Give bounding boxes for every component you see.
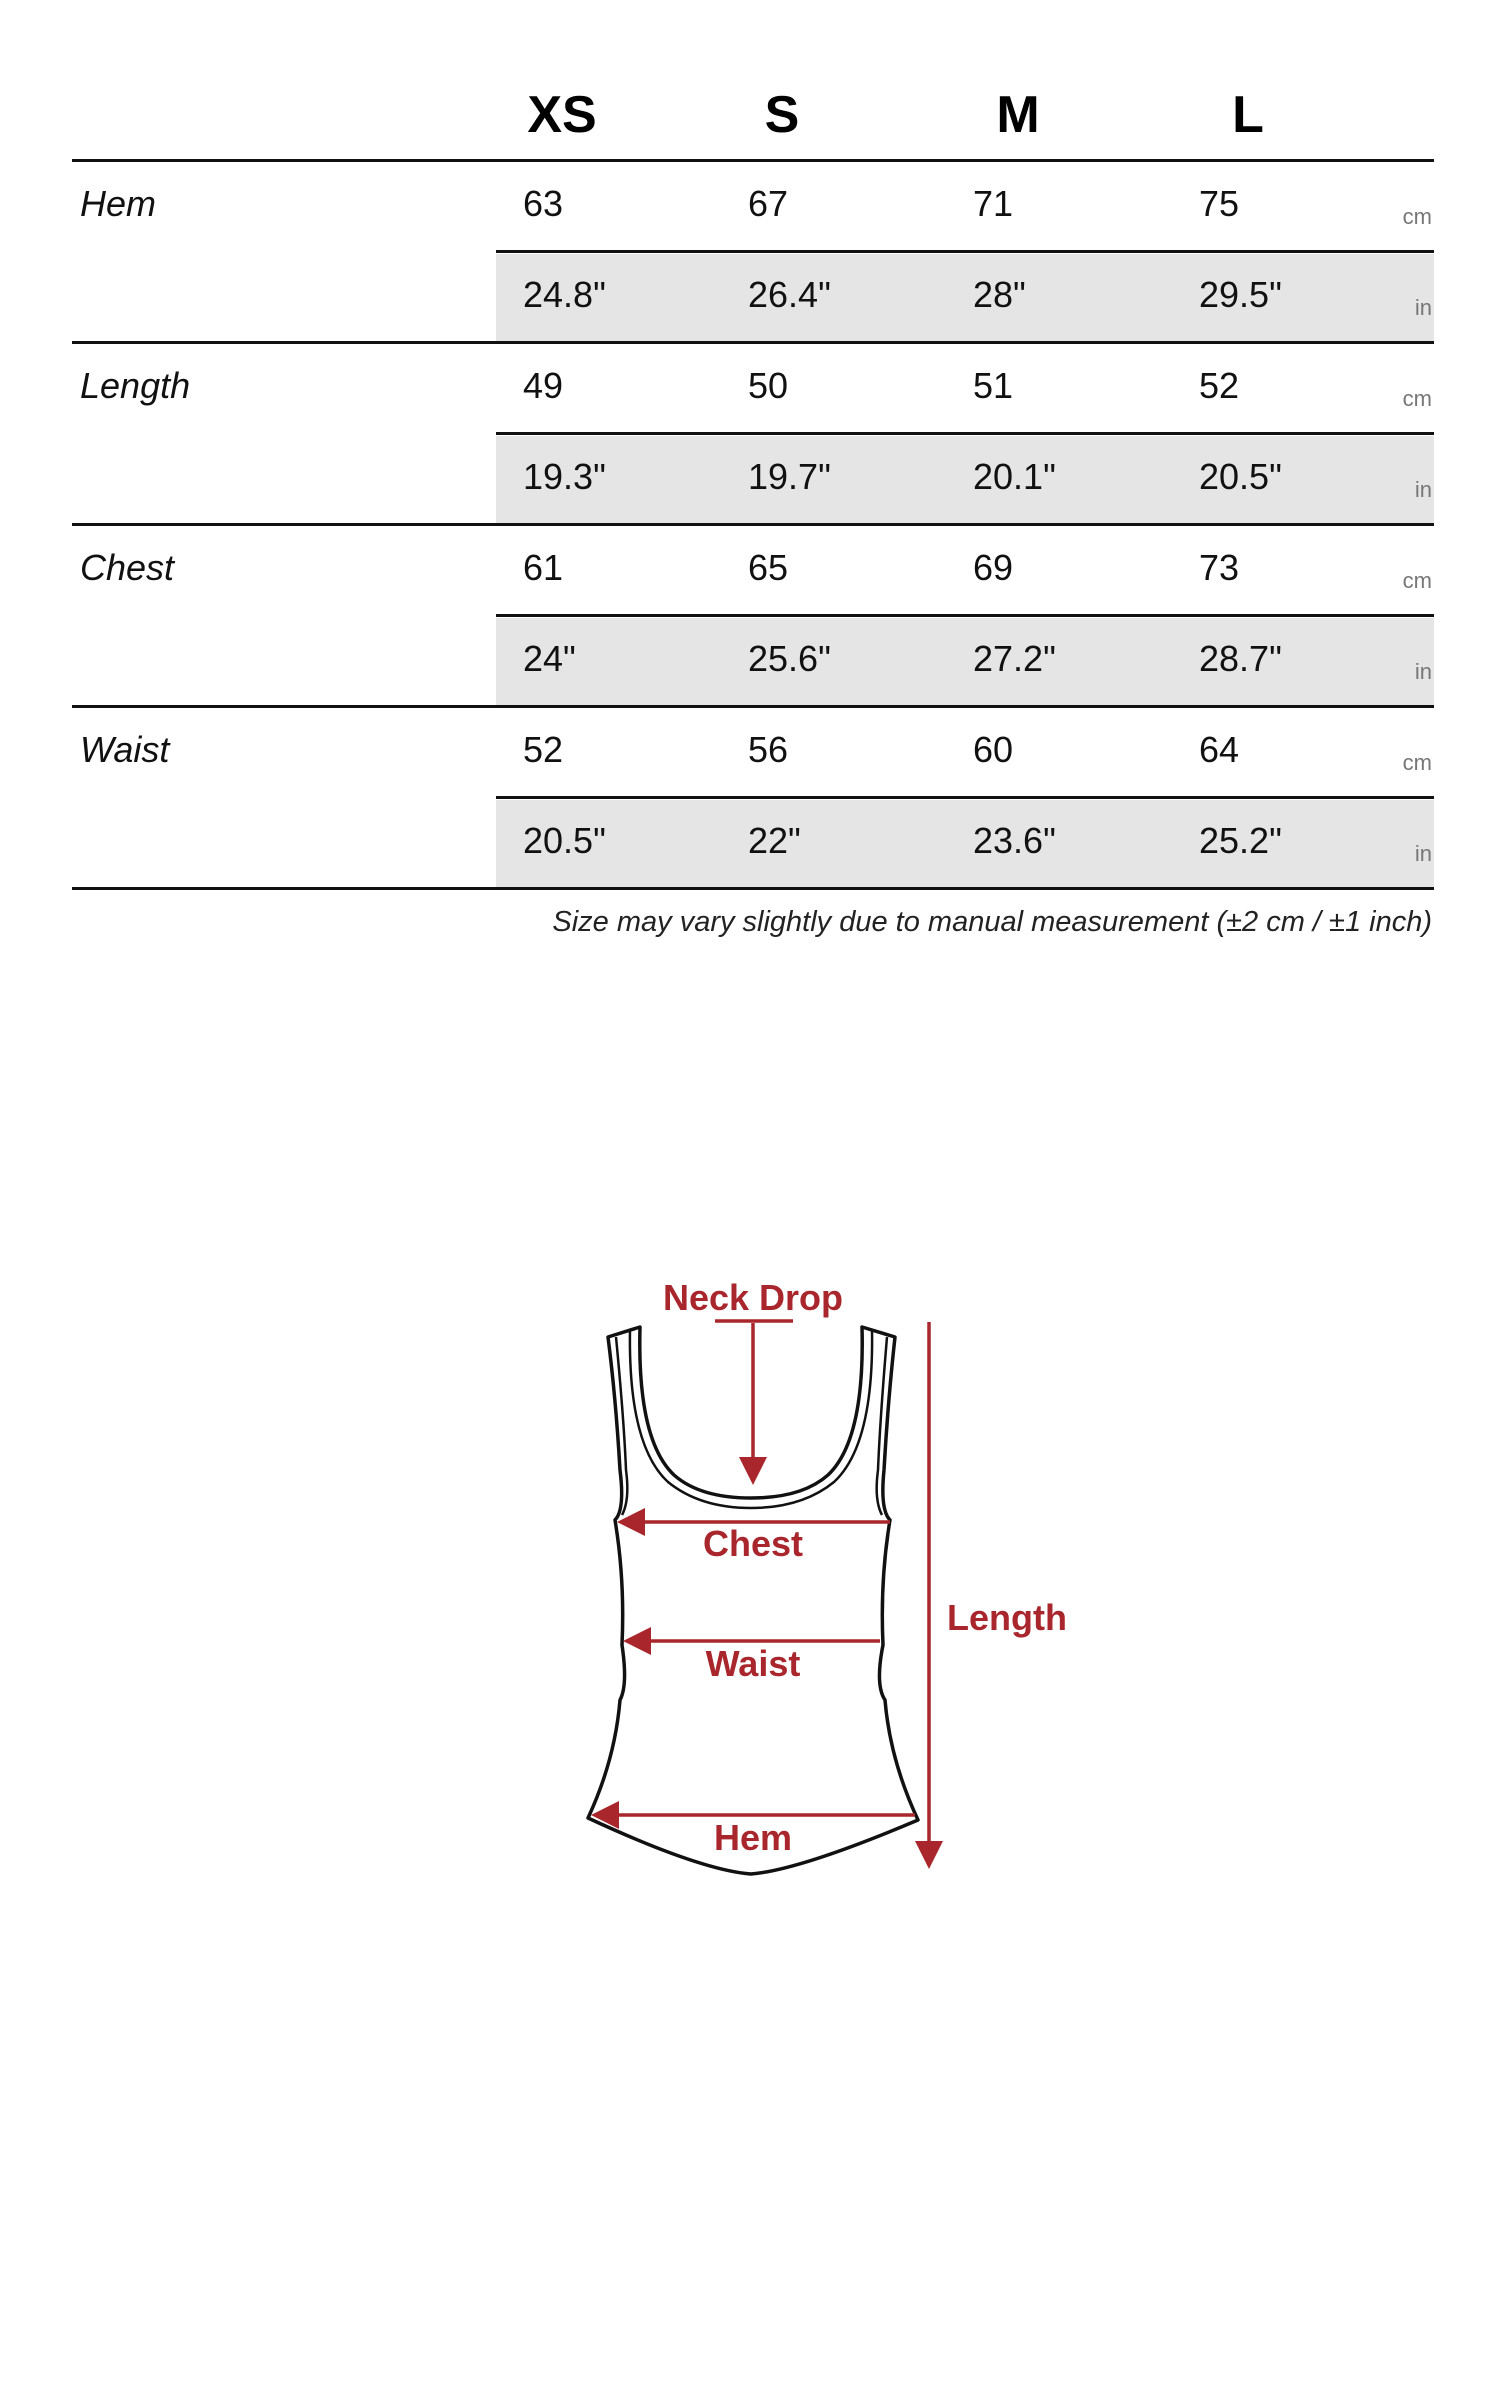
cell-hem-l-cm: 75 — [1199, 183, 1240, 224]
cell-chest-l-in: 28.7" — [1199, 638, 1282, 679]
size-header-m: M — [996, 86, 1040, 144]
cell-length-m-in: 20.1" — [973, 456, 1056, 497]
cell-hem-s-in: 26.4" — [748, 274, 831, 315]
cell-waist-l-cm: 64 — [1199, 729, 1240, 770]
cell-hem-m-cm: 71 — [973, 183, 1014, 224]
size-header-s: S — [764, 86, 800, 144]
cell-chest-l-cm: 73 — [1199, 547, 1240, 588]
size-header-l: L — [1232, 86, 1264, 144]
label-neck-drop: Neck Drop — [662, 1277, 844, 1318]
size-header-xs: XS — [527, 86, 597, 144]
unit-in: in — [1414, 659, 1432, 684]
cell-waist-xs-in: 20.5" — [523, 820, 606, 861]
cell-chest-m-in: 27.2" — [973, 638, 1056, 679]
cell-chest-m-cm: 69 — [973, 547, 1014, 588]
cell-chest-s-cm: 65 — [748, 547, 789, 588]
cell-waist-s-cm: 56 — [748, 729, 789, 770]
label-hem: Hem — [713, 1817, 793, 1858]
unit-in: in — [1414, 841, 1432, 866]
cell-length-l-in: 20.5" — [1199, 456, 1282, 497]
cell-waist-m-in: 23.6" — [973, 820, 1056, 861]
cell-chest-s-in: 25.6" — [748, 638, 831, 679]
label-waist: Waist — [705, 1643, 801, 1684]
cell-length-xs-in: 19.3" — [523, 456, 606, 497]
unit-cm: cm — [1402, 568, 1432, 593]
measure-label-chest: Chest — [80, 547, 175, 588]
cell-hem-xs-cm: 63 — [523, 183, 564, 224]
cell-waist-xs-cm: 52 — [523, 729, 564, 770]
measure-label-length: Length — [80, 365, 191, 406]
cell-length-l-cm: 52 — [1199, 365, 1240, 406]
cell-hem-l-in: 29.5" — [1199, 274, 1282, 315]
cell-hem-m-in: 28" — [973, 274, 1026, 315]
cell-chest-xs-cm: 61 — [523, 547, 564, 588]
unit-cm: cm — [1402, 386, 1432, 411]
unit-cm: cm — [1402, 750, 1432, 775]
unit-cm: cm — [1402, 204, 1432, 229]
cell-length-xs-cm: 49 — [523, 365, 564, 406]
unit-in: in — [1414, 295, 1432, 320]
unit-in: in — [1414, 477, 1432, 502]
cell-length-s-in: 19.7" — [748, 456, 831, 497]
measure-label-hem: Hem — [80, 183, 157, 224]
measurement-note: Size may vary slightly due to manual measurement (±2 cm / ±1 inch) — [552, 906, 1432, 938]
cell-chest-xs-in: 24" — [523, 638, 576, 679]
cell-length-s-cm: 50 — [748, 365, 789, 406]
cell-waist-l-in: 25.2" — [1199, 820, 1282, 861]
cell-waist-s-in: 22" — [748, 820, 801, 861]
cell-length-m-cm: 51 — [973, 365, 1014, 406]
cell-waist-m-cm: 60 — [973, 729, 1014, 770]
measure-label-waist: Waist — [80, 729, 170, 770]
label-length: Length — [947, 1597, 1067, 1638]
label-chest: Chest — [702, 1523, 804, 1564]
cell-hem-xs-in: 24.8" — [523, 274, 606, 315]
cell-hem-s-cm: 67 — [748, 183, 789, 224]
